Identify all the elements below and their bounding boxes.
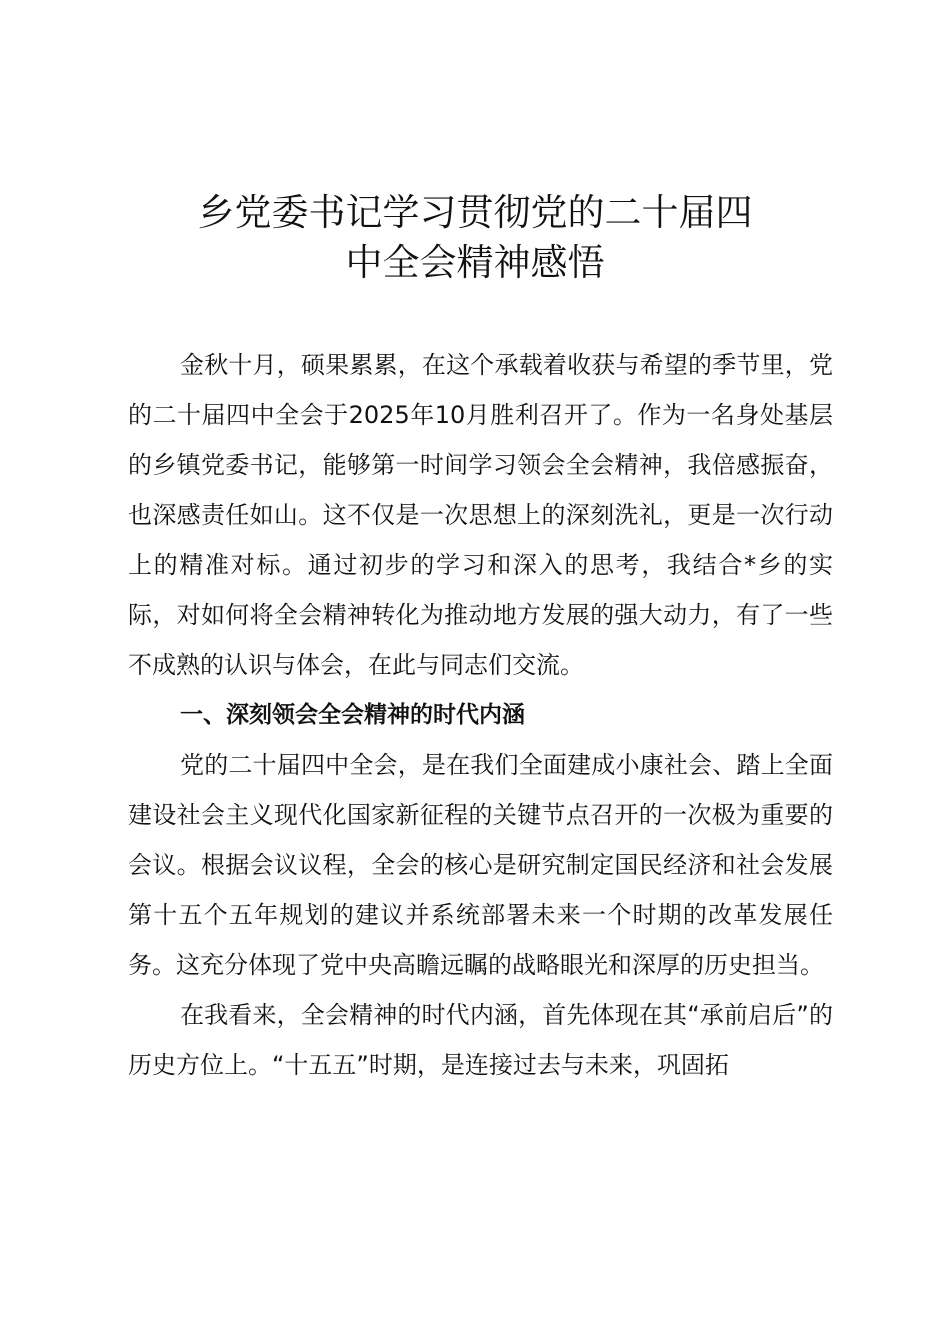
title-line-2: 中全会精神感悟 bbox=[345, 241, 605, 284]
document-title bbox=[100, 188, 850, 288]
title-line-1: 乡党委书记学习贯彻党的二十届四 bbox=[197, 191, 753, 234]
section-heading-1: 一、深刻领会全会精神的时代内涵 bbox=[180, 702, 525, 728]
paragraph-section1-a: 党的二十届四中全会，是在我们全面建成小康社会、踏上全面建设社会主义现代化国家新征程的关键节点召开的一次极为重要的会议。根据会议议程，全会的核心是研究制定国民经济和社会发展第十五个五年规划的建议并系统部署未来一个时期的改革发展任务。这充分体现了党中央高瞻远瞩的战略眼光和深厚的历史担当。 bbox=[128, 751, 833, 979]
document-body bbox=[128, 340, 833, 1090]
paragraph-intro: 金秋十月，硕果累累，在这个承载着收获与希望的季节里，党的二十届四中全会于2025年10月胜利召开了。作为一名身处基层的乡镇党委书记，能够第一时间学习领会全会精神，我倍感振奋，也深感责任如山。这不仅是一次思想上的深刻洗礼，更是一次行动上的精准对标。通过初步的学习和深入的思考，我结合*乡的实际，对如何将全会精神转化为推动地方发展的强大动力，有了一些不成熟的认识与体会，在此与同志们交流。 bbox=[128, 351, 833, 679]
paragraph-section1-b: 在我看来，全会精神的时代内涵，首先体现在其“承前启后”的历史方位上。“十五五”时期，是连接过去与未来，巩固拓 bbox=[128, 1001, 833, 1079]
